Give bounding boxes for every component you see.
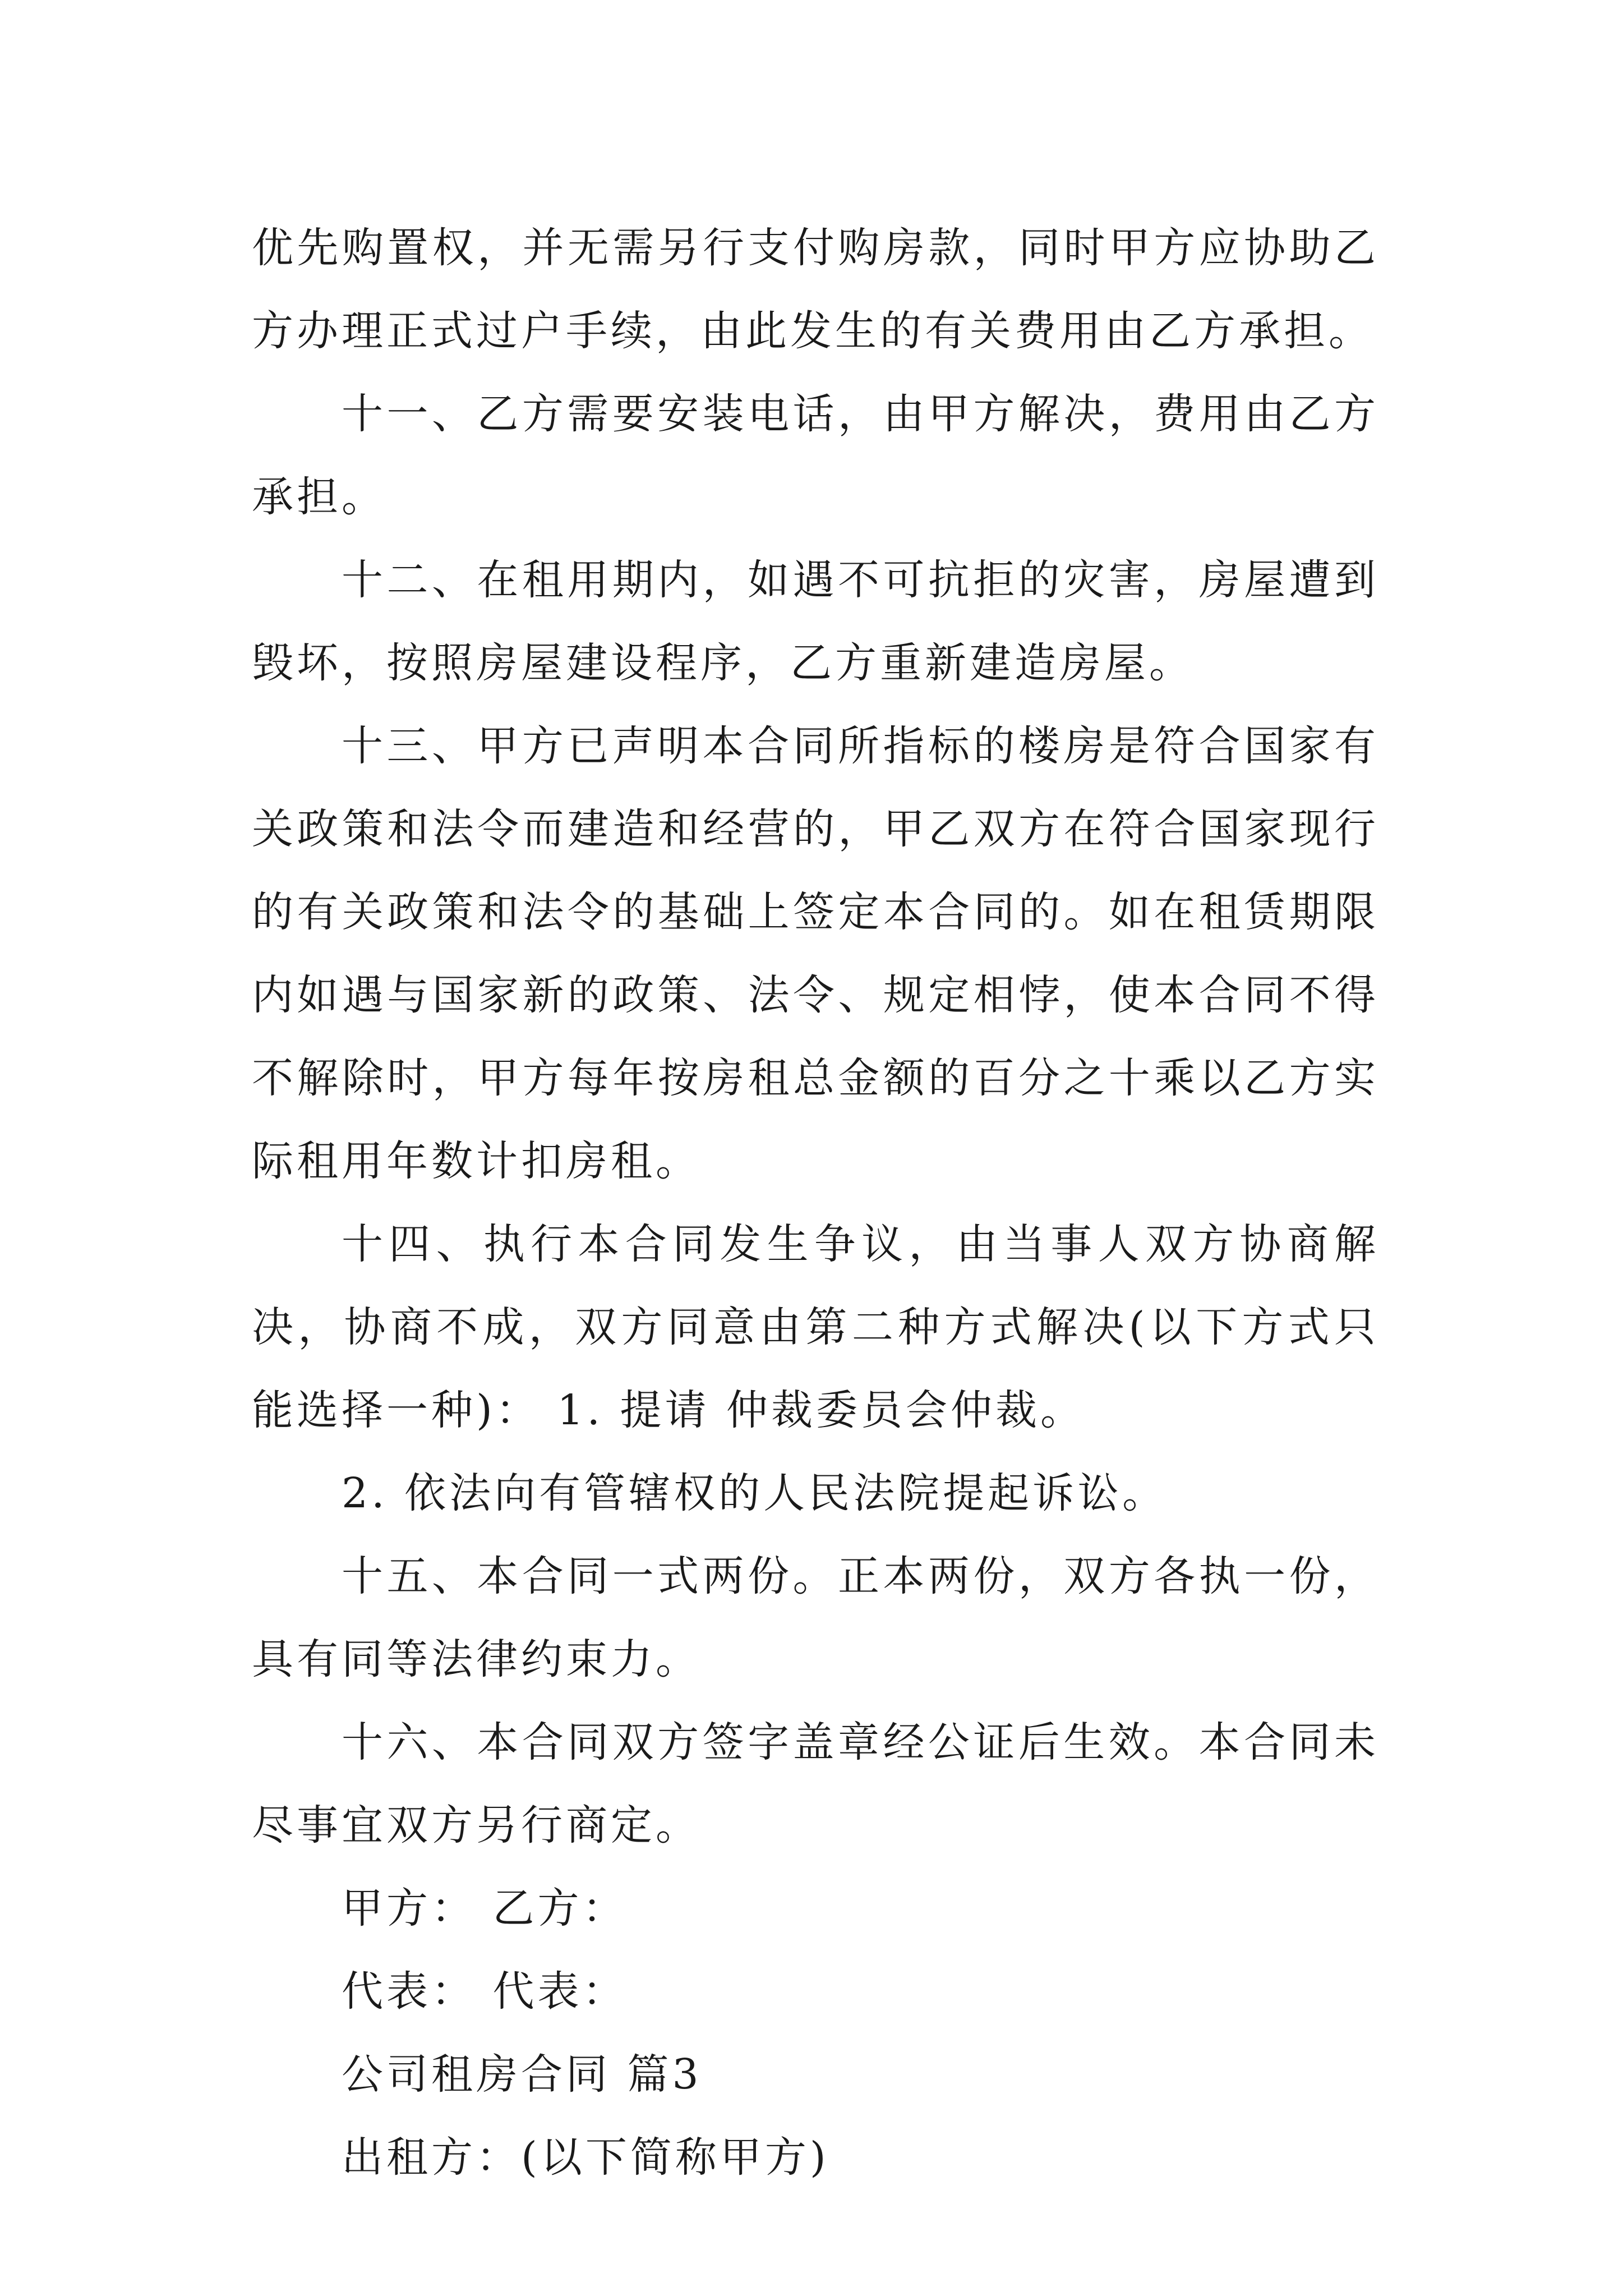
signature-parties: 甲方： 乙方： [342, 1884, 628, 1932]
clause-14-dispute: 十四、执行本合同发生争议，由当事人双方协商解决，协商不成，双方同意由第二种方式解决(以下方式只能选择一种)： 1. 提请 仲裁委员会仲裁。 [252, 1220, 1379, 1434]
clause-11-telephone: 十一、乙方需要安装电话，由甲方解决，费用由乙方承担。 [252, 390, 1379, 521]
paragraph-purchase-right: 优先购置权，并无需另行支付购房款，同时甲方应协助乙方办理正式过户手续，由此发生的有关费用由乙方承担。 [252, 224, 1379, 355]
clause-15-copies: 十五、本合同一式两份。正本两份，双方各执一份，具有同等法律约束力。 [252, 1552, 1379, 1683]
section-heading: 公司租房合同 篇3 [342, 2050, 702, 2099]
document-body [252, 206, 1379, 2199]
signature-representatives: 代表： 代表： [342, 1967, 628, 2016]
clause-12-disaster: 十二、在租用期内，如遇不可抗拒的灾害，房屋遭到毁坏，按照房屋建设程序，乙方重新建造房屋。 [252, 556, 1379, 687]
clause-16-effect: 十六、本合同双方签字盖章经公证后生效。本合同未尽事宜双方另行商定。 [252, 1718, 1379, 1849]
clause-13-policy: 十三、甲方已声明本合同所指标的楼房是符合国家有关政策和法令而建造和经营的，甲乙双方在符合国家现行的有关政策和法令的基础上签定本合同的。如在租赁期限内如遇与国家新的政策、法令、规定相悖，使本合同不得不解除时，甲方每年按房租总金额的百分之十乘以乙方实际租用年数计扣房租。 [252, 722, 1379, 1185]
clause-14-option-2: 2. 依法向有管辖权的人民法院提起诉讼。 [342, 1469, 1168, 1517]
lessor-line: 出租方：(以下简称甲方) [342, 2133, 829, 2182]
